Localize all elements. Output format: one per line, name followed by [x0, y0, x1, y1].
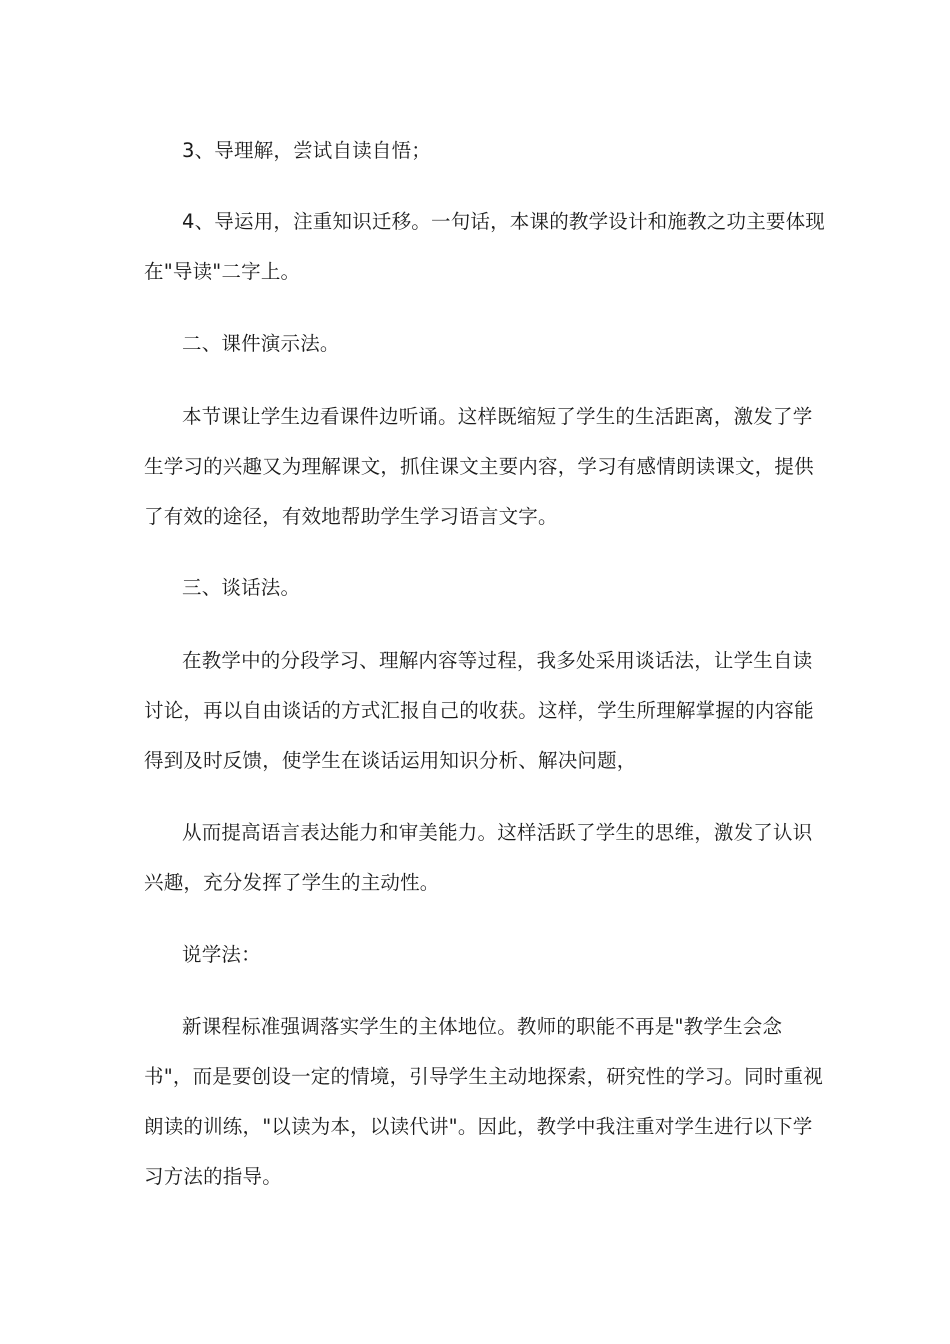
paragraph-line: 朗读的训练，"以读为本，以读代讲"。因此，教学中我注重对学生进行以下学: [144, 1115, 813, 1138]
paragraph-line: 书"，而是要创设一定的情境，引导学生主动地探索，研究性的学习。同时重视: [144, 1065, 823, 1088]
paragraph-line: 兴趣，充分发挥了学生的主动性。: [144, 871, 440, 894]
section-heading: 说学法：: [182, 943, 261, 966]
paragraph-line: 了有效的途径，有效地帮助学生学习语言文字。: [144, 505, 558, 528]
paragraph-line: 新课程标准强调落实学生的主体地位。教师的职能不再是"教学生会念: [182, 1015, 783, 1038]
paragraph-line: 习方法的指导。: [144, 1165, 282, 1188]
paragraph-line: 3、导理解，尝试自读自悟；: [182, 139, 432, 162]
paragraph-line: 生学习的兴趣又为理解课文，抓住课文主要内容，学习有感情朗读课文，提供: [144, 455, 814, 478]
paragraph-line: 从而提高语言表达能力和审美能力。这样活跃了学生的思维，激发了认识: [182, 821, 813, 844]
paragraph-line: 得到及时反馈，使学生在谈话运用知识分析、解决问题，: [144, 749, 637, 772]
paragraph-line: 在教学中的分段学习、理解内容等过程，我多处采用谈话法，让学生自读: [182, 649, 813, 672]
paragraph-line: 讨论，再以自由谈话的方式汇报自己的收获。这样，学生所理解掌握的内容能: [144, 699, 814, 722]
paragraph-line: 4、导运用，注重知识迁移。一句话，本课的教学设计和施教之功主要体现: [182, 210, 826, 233]
section-heading: 三、谈话法。: [182, 576, 301, 599]
section-heading: 二、课件演示法。: [182, 332, 340, 355]
paragraph-line: 在"导读"二字上。: [144, 260, 301, 283]
paragraph-line: 本节课让学生边看课件边听诵。这样既缩短了学生的生活距离，激发了学: [182, 405, 813, 428]
